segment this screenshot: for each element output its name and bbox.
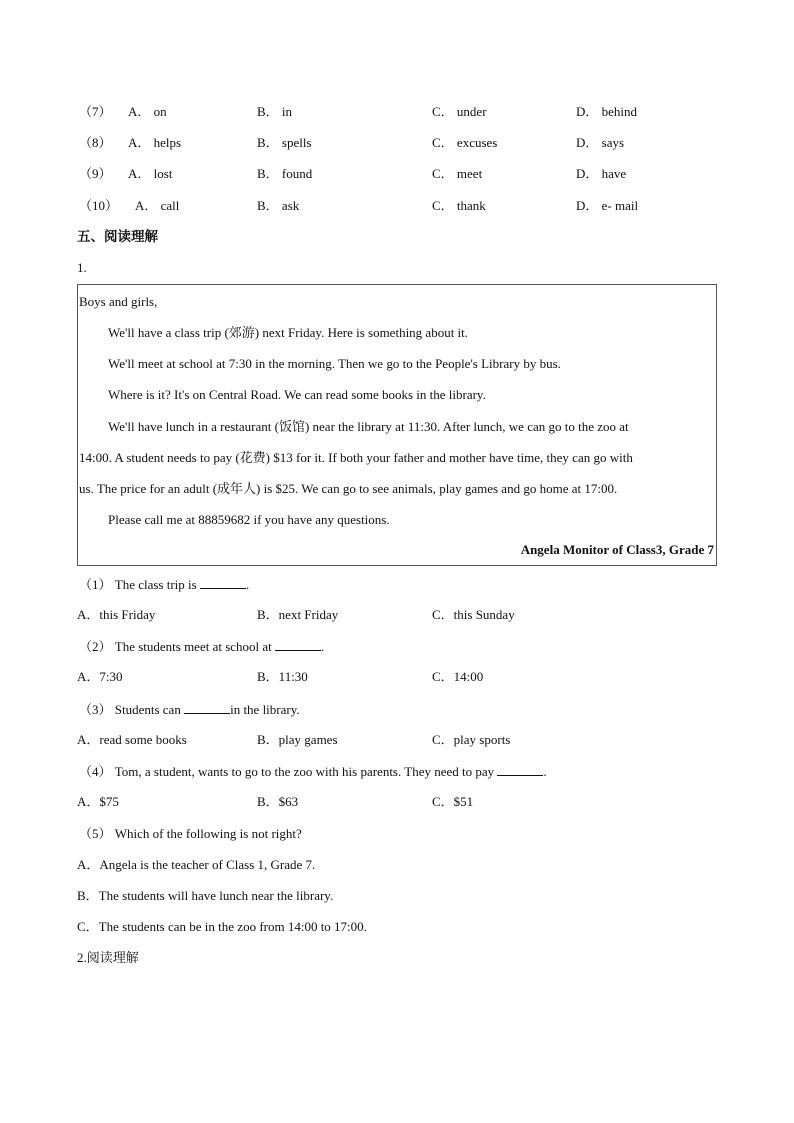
answer-option: B．next Friday <box>257 607 339 622</box>
answer-option: A．$75 <box>77 794 119 809</box>
passage-line: We'll have lunch in a restaurant (饭馆) near the library at 11:30. After lunch, we can go to the zoo at <box>108 419 629 434</box>
option-c: C． excuses <box>432 135 498 150</box>
question-number: （9） <box>79 166 112 181</box>
answer-option: B．$63 <box>257 794 299 809</box>
passage-line: Where is it? It's on Central Road. We can read some books in the library. <box>108 387 486 402</box>
question-stem-text: . <box>543 764 547 779</box>
option-a: A． call <box>135 198 180 213</box>
option-d: D． says <box>576 135 625 150</box>
question-stem-text: . <box>321 639 325 654</box>
question-number: （10） <box>79 198 119 213</box>
reading-passage <box>77 284 717 566</box>
option-d: D． e- mail <box>576 198 639 213</box>
option-b: B． spells <box>257 135 312 150</box>
cloze-option-row <box>0 198 794 214</box>
option-a: A． on <box>128 104 167 119</box>
option-c: C． thank <box>432 198 486 213</box>
cloze-option-row <box>0 104 794 120</box>
option-b: B． found <box>257 166 313 181</box>
answer-option: A．7:30 <box>77 669 123 684</box>
answer-option: B．11:30 <box>257 669 308 684</box>
passage-line: Please call me at 88859682 if you have any questions. <box>108 512 390 527</box>
question-stem <box>79 576 249 593</box>
answer-option: C．The students can be in the zoo from 14:00 to 17:00. <box>77 919 367 934</box>
cloze-option-row <box>0 135 794 151</box>
option-a: A． helps <box>128 135 182 150</box>
answer-option: C．$51 <box>432 794 474 809</box>
answer-blank <box>184 701 230 714</box>
option-c: C． under <box>432 104 487 119</box>
passage-line: us. The price for an adult (成年人) is $25. We can go to see animals, play games and go home at 17:00. <box>79 481 618 496</box>
question-stem-text: in the library. <box>230 702 300 717</box>
answer-blank <box>275 638 321 651</box>
answer-option: B．The students will have lunch near the library. <box>77 888 334 903</box>
question-stem-text: （1） The class trip is <box>79 577 197 592</box>
passage-line: We'll have a class trip (郊游) next Friday. Here is something about it. <box>108 325 469 340</box>
answer-option: C．this Sunday <box>432 607 515 622</box>
question-label: 1. <box>77 260 87 275</box>
question-stem <box>79 763 547 780</box>
question-stem <box>79 826 302 842</box>
answer-option: A．read some books <box>77 732 187 747</box>
question-stem-text: . <box>245 577 250 592</box>
answer-option: A．Angela is the teacher of Class 1, Grade 7. <box>77 857 316 872</box>
answer-option: A．this Friday <box>77 607 156 622</box>
question-stem-text: （4） Tom, a student, wants to go to the zoo with his parents. They need to pay <box>79 764 495 779</box>
passage-line: 14:00. A student needs to pay (花费) $13 for it. If both your father and mother have time, they can go with <box>79 450 633 465</box>
section-title: 五、阅读理解 <box>77 229 158 245</box>
answer-blank <box>200 576 246 589</box>
question-stem-text: （3） Students can <box>79 702 181 717</box>
option-b: B． in <box>257 104 293 119</box>
passage-greeting: Boys and girls, <box>79 294 158 309</box>
option-c: C． meet <box>432 166 483 181</box>
option-d: D． behind <box>576 104 638 119</box>
option-a: A． lost <box>128 166 173 181</box>
question-number: （8） <box>79 135 112 150</box>
answer-blank <box>497 763 543 776</box>
passage-signature: Angela Monitor of Class3, Grade 7 <box>520 542 714 557</box>
option-d: D． have <box>576 166 627 181</box>
question-label: 2.阅读理解 <box>77 950 139 965</box>
answer-option: C．14:00 <box>432 669 484 684</box>
option-b: B． ask <box>257 198 300 213</box>
passage-line: We'll meet at school at 7:30 in the morning. Then we go to the People's Library by bus. <box>108 356 561 371</box>
question-stem-text: （2） The students meet at school at <box>79 639 272 654</box>
question-stem <box>79 638 324 655</box>
question-stem <box>79 701 300 718</box>
answer-option: C．play sports <box>432 732 511 747</box>
question-number: （7） <box>79 104 112 119</box>
answer-option: B．play games <box>257 732 338 747</box>
cloze-option-row <box>0 166 794 182</box>
question-stem-text: （5） Which of the following is not right? <box>79 826 302 841</box>
